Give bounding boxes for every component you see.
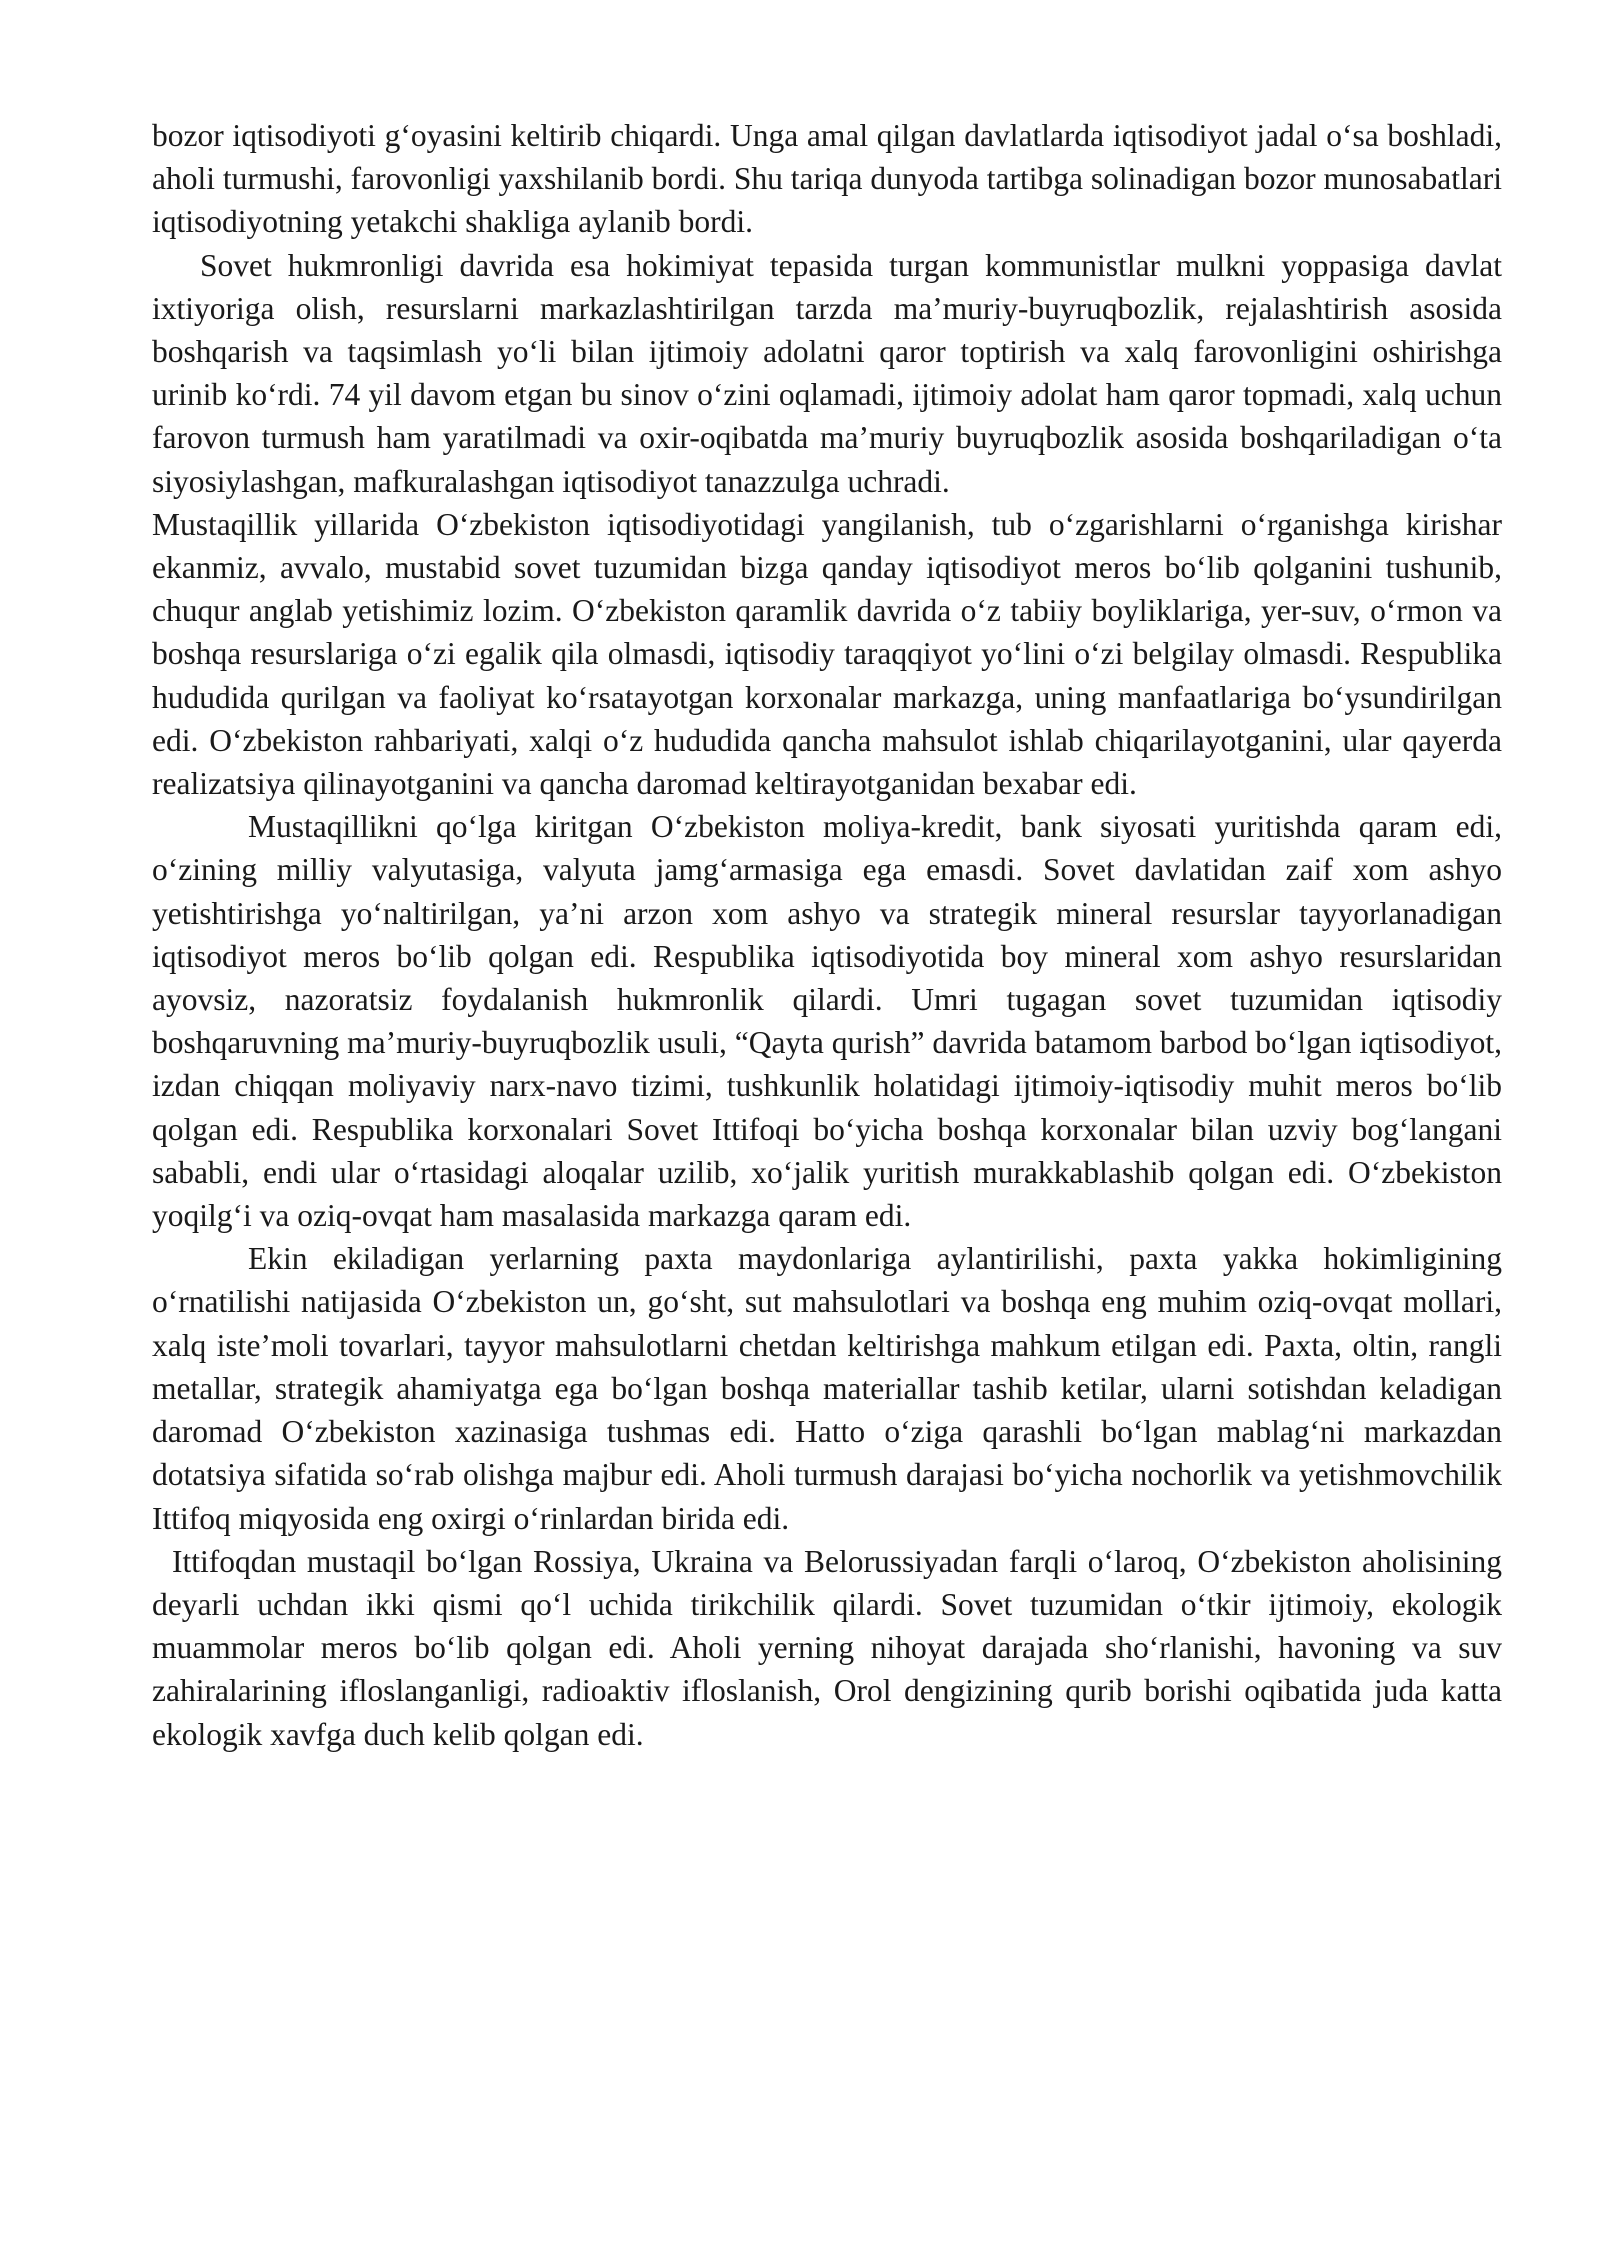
document-page xyxy=(152,114,1502,1756)
paragraph-soviet-rule: Sovet hukmronligi davrida esa hokimiyat tepasida turgan kommunistlar mulkni yoppasiga davlat ixtiyoriga olish, resurslarni markazlashtirilgan tarzda ma’muriy-buyruqbozlik, rejalashtirish asosida boshqarish va taqsimlash yo‘li bilan ijtimoiy adolatni qaror toptirish va xalq farovonligini oshirishga urinib ko‘rdi. 74 yil davom etgan bu sinov o‘zini oqlamadi, ijtimoiy adolat ham qaror topmadi, xalq uchun farovon turmush ham yaratilmadi va oxir-oqibatda ma’muriy buyruqbozlik asosida boshqariladigan o‘ta siyosiylashgan, mafkuralashgan iqtisodiyot tanazzulga uchradi. xyxy=(152,247,1502,499)
paragraph-market-economy: bozor iqtisodiyoti g‘oyasini keltirib chiqardi. Unga amal qilgan davlatlarda iqtisodiyot jadal o‘sa boshladi, aholi turmushi, farovonligi yaxshilanib bordi. Shu tariqa dunyoda tartibga solinadigan bozor munosabatlari iqtisodiyotning yetakchi shakliga aylanib bordi. xyxy=(152,118,1502,240)
paragraph-independence-years: Mustaqillik yillarida O‘zbekiston iqtisodiyotidagi yangilanish, tub o‘zgarishlarni o‘rganishga kirishar ekanmiz, avvalo, mustabid sovet tuzumidan bizga qanday iqtisodiyot meros bo‘lib qolganini tushunib, chuqur anglab yetishimiz lozim. O‘zbekiston qaramlik davrida o‘z tabiiy boyliklariga, yer-suv, o‘rmon va boshqa resurslariga o‘zi egalik qila olmasdi, iqtisodiy taraqqiyot yo‘lini o‘zi belgilay olmasdi. Respublika hududida qurilgan va faoliyat ko‘rsatayotgan korxonalar markazga, uning manfaatlariga bo‘ysundirilgan edi. O‘zbekiston rahbariyati, xalqi o‘z hududida qancha mahsulot ishlab chiqarilayotganini, ular qayerda realizatsiya qilinayotganini va qancha daromad keltirayotganidan bexabar edi. xyxy=(152,506,1502,802)
paragraph-cotton-monopoly: Ekin ekiladigan yerlarning paxta maydonlariga aylantirilishi, paxta yakka hokimligining o‘rnatilishi natijasida O‘zbekiston un, go‘sht, sut mahsulotlari va boshqa eng muhim oziq-ovqat mollari, xalq iste’moli tovarlari, tayyor mahsulotlarni chetdan keltirishga mahkum etilgan edi. Paxta, oltin, rangli metallar, strategik ahamiyatga ega bo‘lgan boshqa materiallar tashib ketilar, ularni sotishdan keladigan daromad O‘zbekiston xazinasiga tushmas edi. Hatto o‘ziga qarashli bo‘lgan mablag‘ni markazdan dotatsiya sifatida so‘rab olishga majbur edi. Aholi turmush darajasi bo‘yicha nochorlik va yetishmovchilik Ittifoq miqyosida eng oxirgi o‘rinlardan birida edi. xyxy=(152,1241,1502,1536)
paragraph-financial-dependence: Mustaqillikni qo‘lga kiritgan O‘zbekiston moliya-kredit, bank siyosati yuritishda qaram edi, o‘zining milliy valyutasiga, valyuta jamg‘armasiga ega emasdi. Sovet davlatidan zaif xom ashyo yetishtirishga yo‘naltirilgan, ya’ni arzon xom ashyo va strategik mineral resurslar tayyorlanadigan iqtisodiyot meros bo‘lib qolgan edi. Respublika iqtisodiyotida boy mineral xom ashyo resurslaridan ayovsiz, nazoratsiz foydalanish hukmronlik qilardi. Umri tugagan sovet tuzumidan iqtisodiy boshqaruvning ma’muriy-buyruqbozlik usuli, “Qayta qurish” davrida batamom barbod bo‘lgan iqtisodiyot, izdan chiqqan moliyaviy narx-navo tizimi, tushkunlik holatidagi ijtimoiy-iqtisodiy muhit meros bo‘lib qolgan edi. Respublika korxonalari Sovet Ittifoqi bo‘yicha boshqa korxonalar bilan uzviy bog‘langani sababli, endi ular o‘rtasidagi aloqalar uzilib, xo‘jalik yuritish murakkablashib qolgan edi. O‘zbekiston yoqilg‘i va oziq-ovqat ham masalasida markazga qaram edi. xyxy=(152,809,1502,1234)
paragraph-ecological-problems: Ittifoqdan mustaqil bo‘lgan Rossiya, Ukraina va Belorussiyadan farqli o‘laroq, O‘zbekiston aholisining deyarli uchdan ikki qismi qo‘l uchida tirikchilik qilardi. Sovet tuzumidan o‘tkir ijtimoiy, ekologik muammolar meros bo‘lib qolgan edi. Aholi yerning nihoyat darajada sho‘rlanishi, havoning va suv zahiralarining ifloslanganligi, radioaktiv ifloslanish, Orol dengizining qurib borishi oqibatida juda katta ekologik xavfga duch kelib qolgan edi. xyxy=(152,1543,1502,1752)
